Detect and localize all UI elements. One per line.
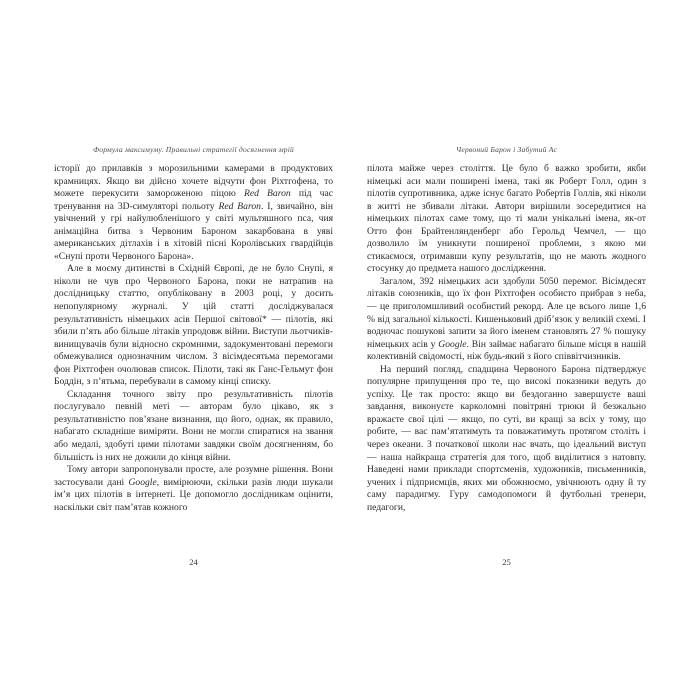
right-page-number: 25 — [502, 557, 511, 567]
right-running-header: Червоний Барон і Забутий Ас — [455, 145, 558, 154]
left-running-header: Формула максимуму. Правильні стратегії досягнення мрій — [92, 145, 295, 154]
paragraph — [367, 163, 646, 276]
paragraph — [367, 364, 646, 515]
text-run: пілота майже через століття. Це було б важко зробити, якби німецькі аси мали поширені імена, такі як Роберт Голл, один з пілотів супротивника, адже існує багато Робертів Голлів, які ніколи в житті не збивали літаки. Автори вирішили зосередитися на німецьких пілотах саме тому, що ті мали унікальні імена, як-от Отто фон Брайтенлянденберг або Герольд Чемчел, — що дозволило їм уникнути поширеної проблеми, з якою ми стикаємося, отримавши купу результатів, що не мають жодного стосунку до предмета нашого дослідження. — [367, 163, 646, 275]
paragraph — [54, 389, 333, 464]
text-run: Складання точного звіту про результативність пілотів послугувало певній меті — авторам було цікаво, як з результативністю пов’язане визнання, що його, однак, як правило, набагато складніше виміряти. Вони не могли спиратися на звання або медалі, здобуті цими пілотами завдяки своїм досягненням, бо більшість із них не дожили до кінця війни. — [54, 388, 333, 463]
text-run: На перший погляд, спадщина Червоного Барона підтверджує популярне припущення про те, що високі показники ведуть до успіху. Це так просто: якщо ви бездоганно завершуєте ваші завдання, виконуєте карколомні повітряні трюки й безжально вражаєте свої цілі — якщо, по суті, ви кращі за всіх у тому, що робите, — вас пам’ятатимуть та поважатимуть протягом століть і через океани. З початкової школи нас вчать, що ідеальний виступ — наша найкраща стратегія для того, щоб виділитися з натовпу. Наведені нами приклади спортсменів, художників, письменників, учених і підприємців, яких ми обожнюємо, увічнюють одну й ту саму парадигму. Гуру самодопомоги й футбольні тренери, педагоги, — [367, 363, 646, 513]
italic-text-run: Red Baron — [218, 200, 261, 212]
left-page-number: 24 — [189, 557, 198, 567]
paragraph — [367, 276, 646, 364]
paragraph — [54, 263, 333, 388]
text-run: Загалом, 392 німецьких аси здобули 5050 перемог. Вісімдесят літаків союзників, що їх фон Ріхтгофен особисто прибрав з неба, — це приголомшливий особистий рекорд. Але це всього лише 1,6 % від загальної кількості. Кишеньковий дріб’язок у великій схемі. І водночас пошукові запити за його іменем становлять 27 % пошуку німецьких асів у — [367, 275, 646, 350]
paragraph — [54, 163, 333, 263]
right-page — [367, 0, 646, 700]
text-run: , вимірюючи, скільки разів люди шукали ім’я цих пілотів в інтернеті. Це допомогло дослідникам оцінити, наскільки світ пам’ятав кожного — [54, 476, 334, 513]
italic-text-run: Google — [438, 338, 467, 350]
italic-text-run: Red Baron — [243, 188, 291, 200]
text-run: Але в моєму дитинстві в Східній Європі, де не було Снупі, я ніколи не чув про Червоного Барона, поки не натрапив на дослідницьку статтю, опубліковану в 2003 році, у досить непопулярному журналі. У цій статті досліджувалася результативність німецьких асів Першої світової* — пілотів, які збили п’ять або більше літаків упродовж війни. Виступи льотчиків-винищувачів були відносно скромними, задокументовані перемоги обмежувалися однозначним числом. З вісімдесятьма перемогами фон Ріхтгофен очолював список. Пілоти, такі як Ганс-Гельмут фон Боддін, з п’ятьма, перебували в самому кінці списку. — [54, 263, 333, 388]
text-run: під час тренування на 3D-симуляторі польоту — [54, 188, 333, 212]
paragraph — [54, 464, 333, 514]
text-run: . Він займає набагато більше місця в нашій колективній свідомості, ніж будь-який з його співвітчизників. — [367, 338, 646, 363]
italic-text-run: Google — [128, 476, 157, 488]
left-page-body — [54, 163, 333, 514]
text-run: Тому автори запропонували просте, але розумне рішення. Вони застосували дані — [54, 464, 333, 488]
right-page-body — [367, 163, 646, 514]
text-run: історії до прилавків з морозильними камерами в продуктових крамницях. Якщо ви дійсно хочете відчути фон Ріхтгофена, то можете перекусити замороженою піцою — [54, 163, 333, 200]
left-page — [54, 0, 333, 700]
text-run: . І, звичайно, він увічнений у грі найулюбленішого у світі мультяшного пса, чия анімаційна битва з Червоним Бароном закарбована в уяві американських дітлахів і в хітовій пісні Королівських гвардійців «Снупі проти Червоного Барона». — [54, 200, 333, 262]
